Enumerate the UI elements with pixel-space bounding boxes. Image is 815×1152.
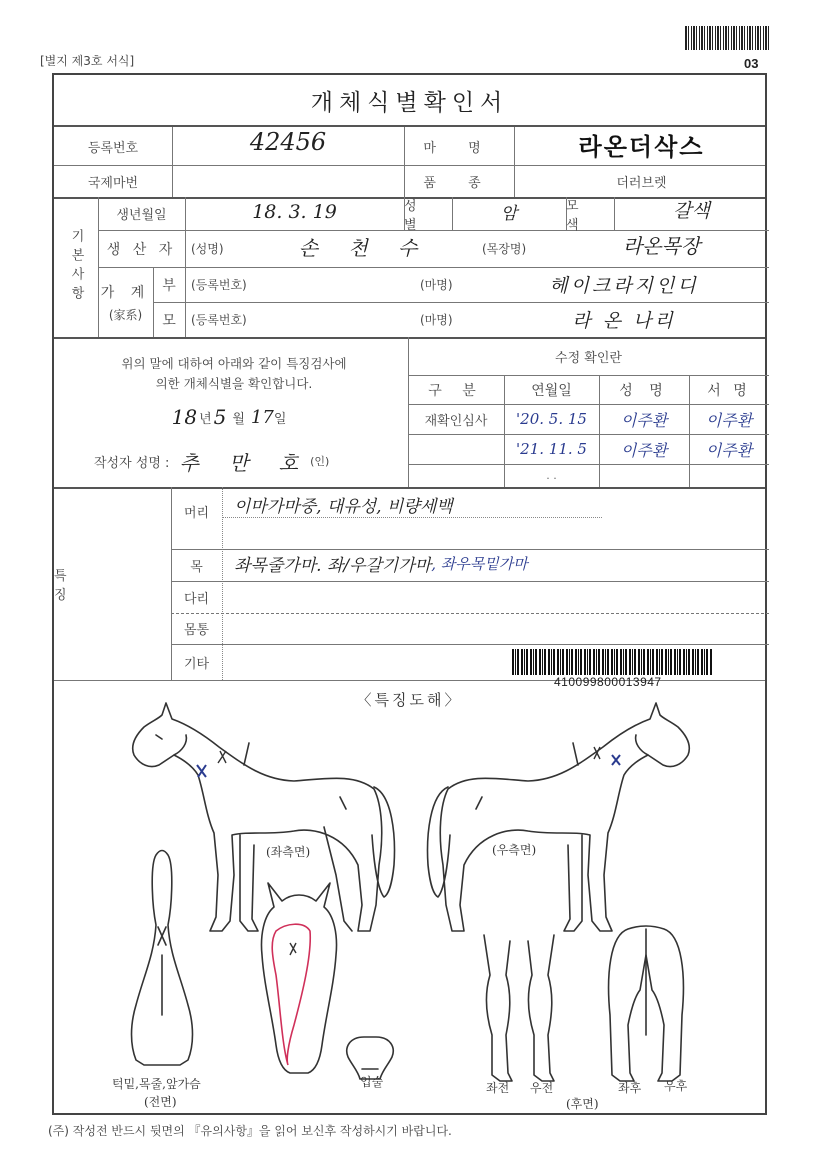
label-front-parts: 턱밑,목줄,앞가슴	[112, 1077, 201, 1091]
revision-header-signature: 서 명	[707, 382, 751, 399]
pedigree-hanja: (家系)	[108, 307, 143, 322]
horse-front-legs-drawing	[484, 935, 554, 1081]
document-title: 개체식별확인서	[310, 89, 509, 116]
horse-front-view-drawing	[132, 851, 193, 1066]
label-right-hind: 우후	[664, 1079, 688, 1093]
author-name: 추 만 호	[179, 450, 311, 475]
horse-diagram	[54, 75, 769, 1117]
label-left-side: (좌측면)	[266, 845, 311, 859]
feature-legs-label: 다리	[183, 591, 210, 607]
breeder-name-value: 손 천 수	[298, 236, 430, 260]
sire-name-label: (마명)	[420, 278, 453, 292]
dam-label: 모	[162, 312, 176, 329]
footnote: (주) 작성전 반드시 뒷면의 『유의사항』을 읽어 보신후 작성하시기 바랍니다.	[48, 1124, 452, 1138]
sire-name-value: 헤이크라지인디	[549, 275, 699, 297]
date-year-unit: 년	[199, 411, 212, 427]
label-left-hind: 좌후	[618, 1081, 642, 1095]
revision-header-category: 구 분	[428, 382, 484, 399]
barcode-number: 410099800013947	[554, 675, 662, 689]
revision-row-2-date: '21. 11. 5	[516, 440, 587, 458]
confirmation-statement-line2: 의한 개체식별을 확인합니다.	[155, 376, 313, 391]
revision-row-1-date: '20. 5. 15	[516, 410, 587, 428]
date-month: 5	[213, 405, 227, 429]
seal-label: (인)	[310, 455, 330, 468]
revision-row-3-date: . .	[546, 469, 557, 482]
sire-label: 부	[162, 277, 176, 294]
breed-value: 더러브렛	[616, 175, 667, 191]
date-day-unit: 일	[273, 411, 287, 427]
dam-name-label: (마명)	[420, 313, 453, 327]
breed-label: 품 종	[423, 175, 495, 191]
revision-row-1-name: 이주환	[620, 410, 668, 430]
revision-row-1-signature: 이주환	[705, 410, 753, 430]
horse-name-label: 마 명	[423, 140, 495, 156]
feature-neck-value-extra: , 좌우목밑가마	[431, 554, 528, 573]
label-left-front: 좌전	[486, 1081, 510, 1095]
coat-color-label: 모 색	[566, 198, 587, 233]
sex-label: 성 별	[404, 198, 425, 233]
dam-name-value: 라 온 나리	[572, 310, 676, 332]
farm-name-label: (목장명)	[482, 242, 527, 256]
features-section-label: 특 징	[54, 568, 97, 603]
barcode-icon	[685, 26, 769, 50]
label-front-view: (전면)	[144, 1095, 177, 1109]
date-day: 17	[250, 406, 274, 428]
sex-value: 암	[500, 204, 518, 224]
revision-table-title: 수정 확인란	[555, 350, 622, 366]
sire-reg-label: (등록번호)	[191, 278, 247, 292]
feature-head-value: 이마가마중, 대유성, 비량세백	[234, 496, 453, 517]
reg-no-value: 42456	[249, 128, 327, 156]
breeder-name-label: (성명)	[191, 242, 224, 256]
horse-right-side-drawing	[428, 703, 690, 931]
basic-info-section-label: 기본사항	[68, 229, 84, 305]
farm-name-value: 라온목장	[622, 234, 701, 258]
certificate-form	[52, 73, 767, 1115]
feature-other-label: 기타	[183, 656, 210, 672]
page-number: 03	[744, 56, 759, 71]
horse-head-front-drawing	[262, 883, 337, 1073]
feature-body-label: 몸통	[183, 623, 210, 638]
revision-header-name: 성 명	[619, 382, 669, 399]
intl-no-label: 국제마번	[87, 175, 139, 191]
diagram-title: 〈특징도해〉	[356, 691, 463, 709]
form-number-label: [별지 제3호 서식]	[40, 54, 135, 68]
dam-reg-label: (등록번호)	[191, 313, 247, 327]
feature-head-label: 머리	[183, 505, 210, 521]
date-year: 18	[171, 405, 198, 429]
feature-neck-label: 목	[190, 559, 203, 575]
label-right-side: (우측면)	[492, 843, 537, 857]
pedigree-label: 가 계	[100, 284, 151, 301]
date-month-unit: 월	[232, 411, 245, 427]
reg-no-label: 등록번호	[87, 140, 139, 156]
breeder-label: 생 산 자	[106, 241, 177, 258]
author-label: 작성자 성명 :	[94, 455, 170, 471]
birth-date-label: 생년월일	[116, 208, 167, 223]
label-right-front: 우전	[530, 1081, 554, 1095]
coat-color-value: 갈색	[673, 200, 710, 222]
horse-name-value: 라온더삭스	[578, 131, 705, 161]
feature-neck-value: 좌목줄가마. 좌/우갈기가마	[234, 555, 432, 576]
revision-row-2-signature: 이주환	[705, 440, 753, 460]
revision-row-2-name: 이주환	[620, 440, 668, 460]
confirmation-statement-line1: 위의 말에 대하여 아래와 같이 특징검사에	[121, 356, 347, 371]
horse-hind-legs-drawing	[609, 926, 684, 1081]
revision-header-date: 연월일	[531, 382, 572, 399]
birth-date-value: 18. 3. 19	[252, 200, 337, 223]
revision-row-1-category: 재확인심사	[424, 413, 488, 429]
label-rear-view: (후면)	[566, 1097, 599, 1111]
label-lips: 입술	[360, 1075, 384, 1089]
